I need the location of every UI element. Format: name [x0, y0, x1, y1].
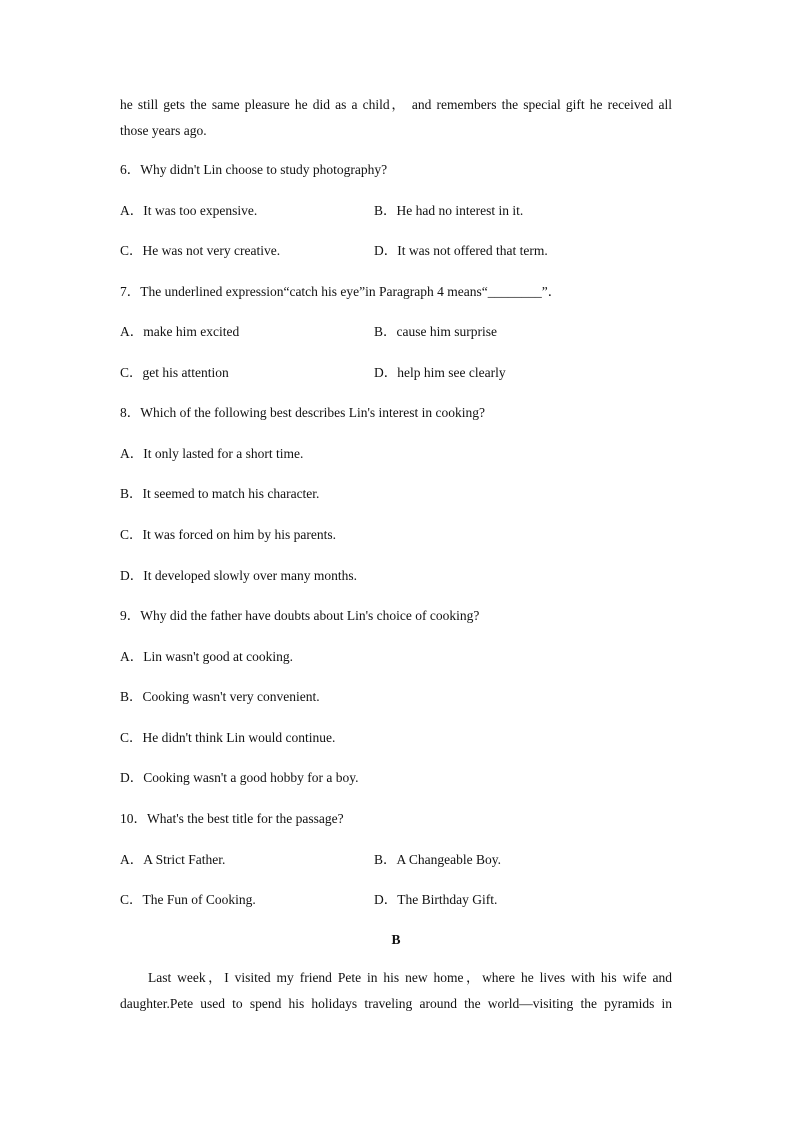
question-8-option-b: B．It seemed to match his character.	[120, 486, 320, 501]
question-10-stem: 10．What's the best title for the passage?	[120, 811, 344, 826]
question-9-stem: 9．Why did the father have doubts about Lin's choice of cooking?	[120, 608, 480, 623]
question-8-option-c: C．It was forced on him by his parents.	[120, 527, 336, 542]
intro-line-1: he still gets the same pleasure he did as a child， and remembers the special gift he received all	[120, 97, 672, 112]
question-8-stem: 8．Which of the following best describes Lin's interest in cooking?	[120, 405, 485, 420]
question-9-option-c: C．He didn't think Lin would continue.	[120, 730, 336, 745]
question-6-option-a: A．It was too expensive.	[120, 203, 258, 218]
question-7-option-b: B．cause him surprise	[374, 324, 497, 339]
question-7-stem: 7．The underlined expression“catch his eye”in Paragraph 4 means“________”．	[120, 284, 562, 299]
passage-line-1: Last week，I visited my friend Pete in his new home，where he lives with his wife and	[148, 970, 672, 985]
question-8-option-d: D．It developed slowly over many months.	[120, 568, 357, 583]
question-7-option-c: C．get his attention	[120, 365, 229, 380]
question-10-option-d: D．The Birthday Gift.	[374, 892, 498, 907]
question-9-option-d: D．Cooking wasn't a good hobby for a boy.	[120, 770, 359, 785]
question-10-option-b: B．A Changeable Boy.	[374, 852, 501, 867]
question-9-option-b: B．Cooking wasn't very convenient.	[120, 689, 320, 704]
question-7-option-a: A．make him excited	[120, 324, 240, 339]
intro-line-2: those years ago.	[120, 123, 207, 138]
section-heading: B	[391, 932, 401, 947]
passage-line-2: daughter.Pete used to spend his holidays traveling around the world—visiting the pyramids in	[120, 996, 672, 1011]
question-6-option-b: B．He had no interest in it.	[374, 203, 524, 218]
question-9-option-a: A．Lin wasn't good at cooking.	[120, 649, 294, 664]
question-6-option-c: C．He was not very creative.	[120, 243, 281, 258]
question-10-option-c: C．The Fun of Cooking.	[120, 892, 256, 907]
question-6-stem: 6．Why didn't Lin choose to study photography?	[120, 162, 388, 177]
question-10-option-a: A．A Strict Father.	[120, 852, 226, 867]
question-8-option-a: A．It only lasted for a short time.	[120, 446, 304, 461]
question-7-option-d: D．help him see clearly	[374, 365, 506, 380]
question-6-option-d: D．It was not offered that term.	[374, 243, 548, 258]
